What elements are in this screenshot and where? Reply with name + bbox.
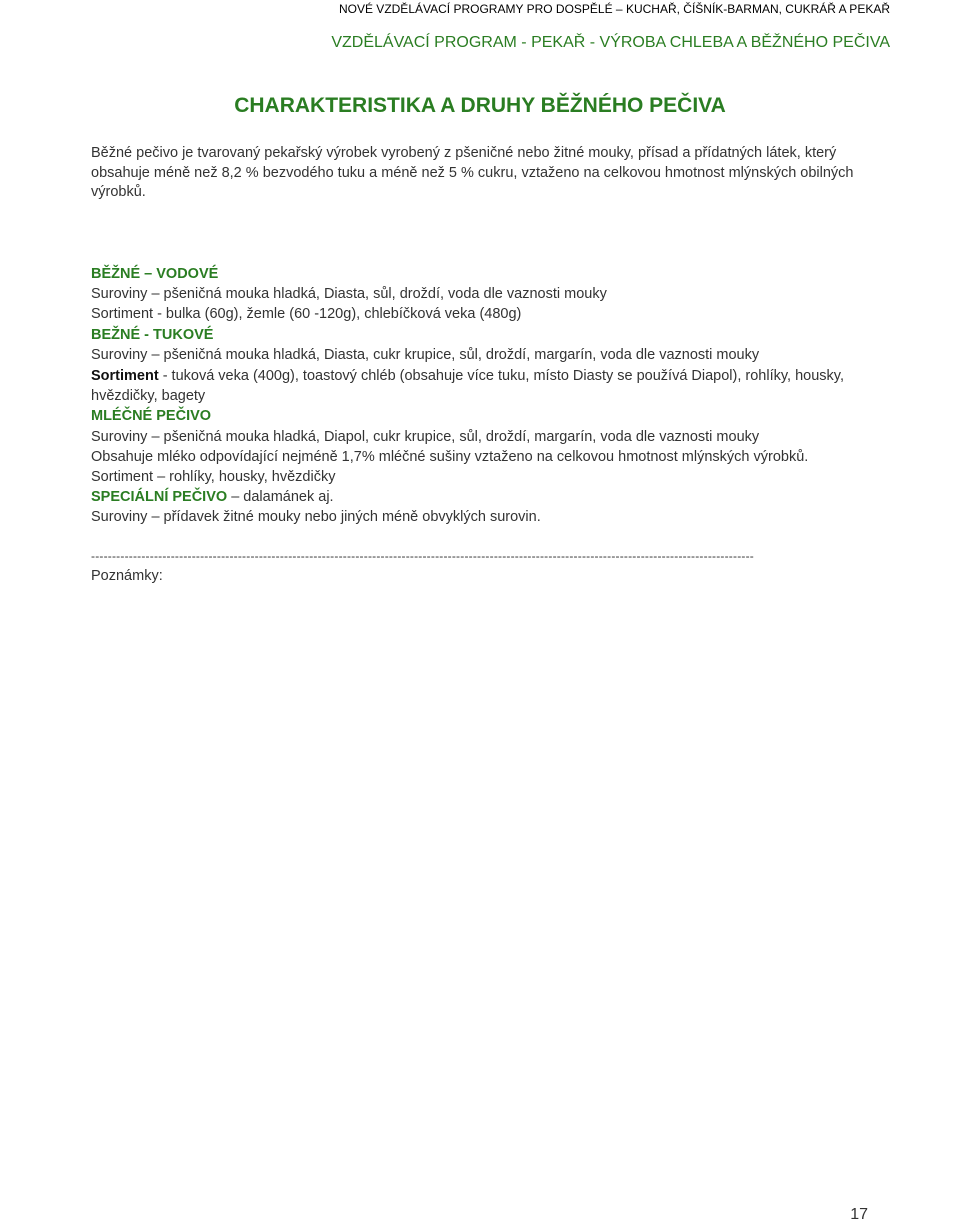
specialni-ingredients: Suroviny – přídavek žitné mouky nebo jiných méně obvyklých surovin.: [91, 509, 541, 526]
section-heading-vodove: BĚŽNÉ – VODOVÉ: [91, 266, 219, 282]
tukove-assortment-text: - tuková veka (400g), toastový chléb (obsahuje více tuku, místo Diasty se používá Diapol), rohlíky, housky, hvězdičky, bagety: [91, 368, 844, 405]
mlecne-milk-content: Obsahuje mléko odpovídající nejméně 1,7% mléčné sušiny vztaženo na celkovou hmotnost mlýnských výrobků.: [91, 448, 809, 465]
specialni-line: [91, 487, 881, 507]
section-heading-mlecne: MLÉČNÉ PEČIVO: [91, 408, 212, 425]
specialni-suffix: – dalamánek aj.: [227, 489, 334, 506]
bakery-categories: [91, 264, 881, 528]
section-heading-specialni: SPECIÁLNÍ PEČIVO: [91, 489, 228, 506]
vodove-assortment: Sortiment - bulka (60g), žemle (60 -120g), chlebíčková veka (480g): [91, 306, 522, 323]
dashed-divider: --------------------------------------------------------------------------------------------------------------------------------------------------------------: [91, 549, 754, 563]
section-heading-tukove: BEŽNÉ - TUKOVÉ: [91, 326, 214, 343]
tukove-ingredients: Suroviny – pšeničná mouka hladká, Diasta, cukr krupice, sůl, droždí, margarín, voda dle vaznosti mouky: [91, 346, 760, 363]
tukove-assortment: [91, 366, 871, 406]
mlecne-ingredients: Suroviny – pšeničná mouka hladká, Diapol, cukr krupice, sůl, droždí, margarín, voda dle vaznosti mouky: [91, 428, 760, 445]
notes-label: Poznámky:: [91, 568, 163, 584]
document-header-series: NOVÉ VZDĚLÁVACÍ PROGRAMY PRO DOSPĚLÉ – KUCHAŘ, ČÍŠNÍK-BARMAN, CUKRÁŘ A PEKAŘ: [338, 2, 890, 16]
page-number: 17: [850, 1206, 868, 1223]
intro-paragraph: Běžné pečivo je tvarovaný pekařský výrobek vyrobený z pšeničné nebo žitné mouky, přísad a přídatných látek, který obsahuje méně než 8,2 % bezvodého tuku a méně než 5 % cukru, vztaženo na celkovou hmotnost mlýnských obilných výrobků.: [91, 145, 854, 200]
document-header-program: VZDĚLÁVACÍ PROGRAM - PEKAŘ - VÝROBA CHLEBA A BĚŽNÉHO PEČIVA: [331, 34, 890, 51]
vodove-ingredients: Suroviny – pšeničná mouka hladká, Diasta, sůl, droždí, voda dle vaznosti mouky: [91, 286, 607, 303]
mlecne-assortment: Sortiment – rohlíky, housky, hvězdičky: [91, 469, 336, 486]
tukove-assortment-label: Sortiment: [91, 368, 159, 385]
page-title: CHARAKTERISTIKA A DRUHY BĚŽNÉHO PEČIVA: [234, 94, 726, 117]
